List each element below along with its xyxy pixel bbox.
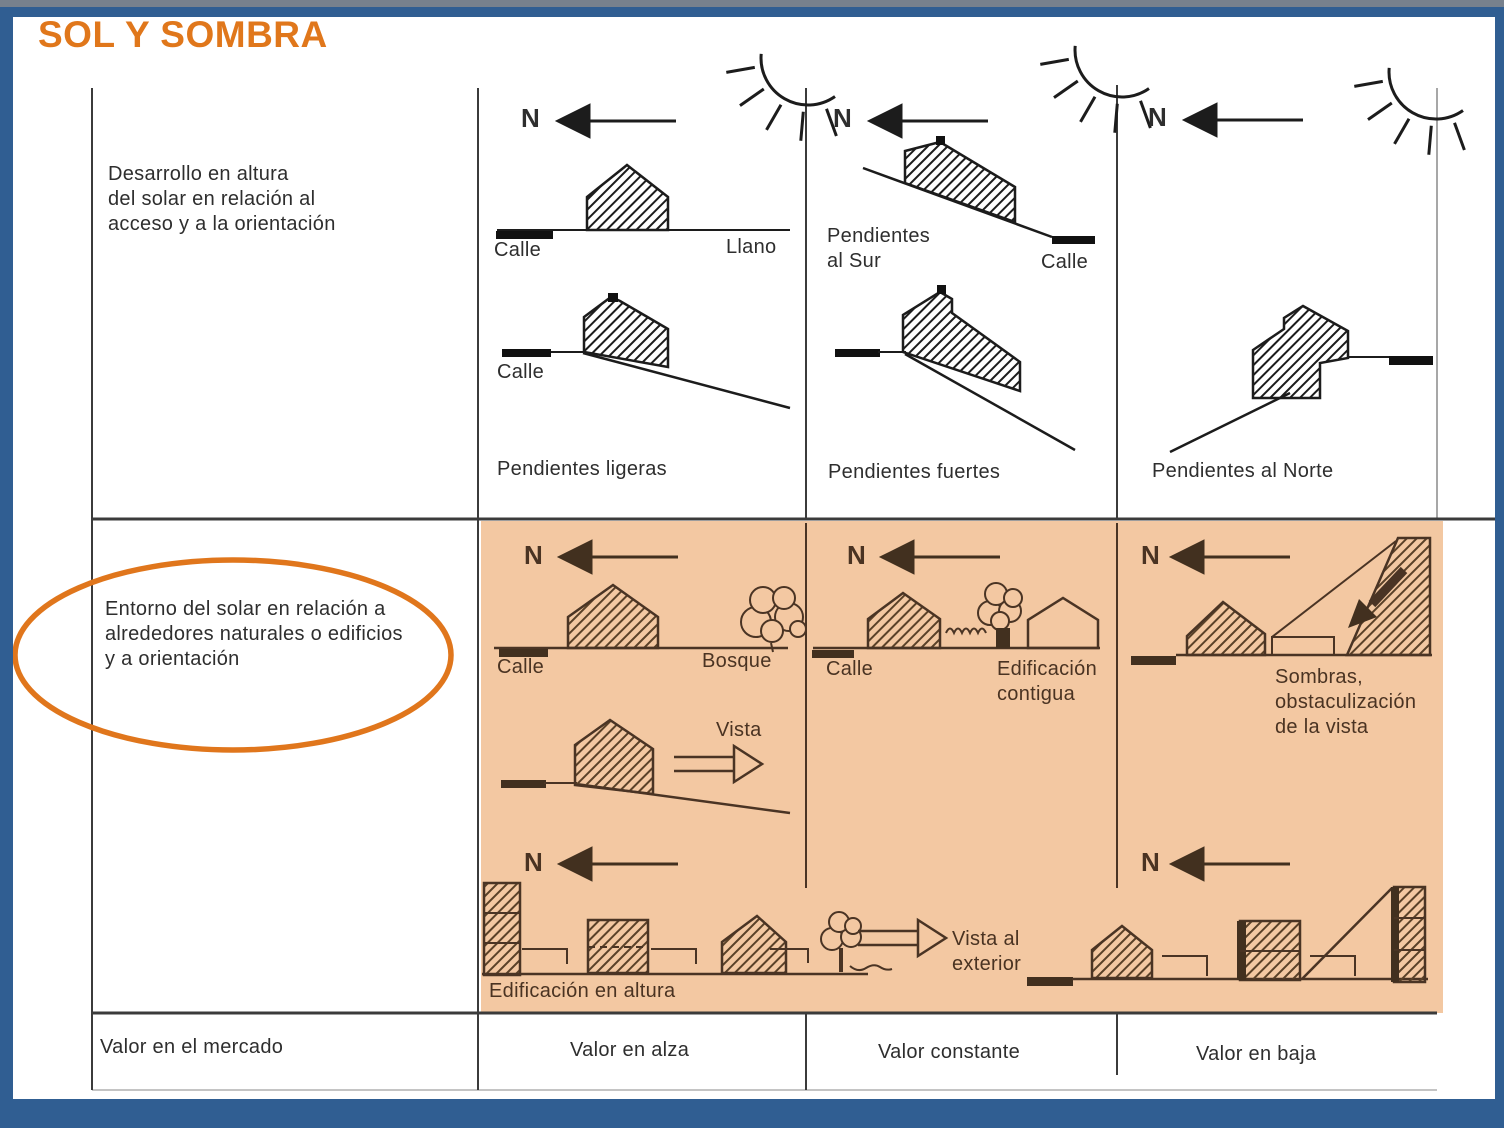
shadow-edge-line [1302, 888, 1392, 979]
chimney [608, 293, 618, 302]
north-arrow-icon [1170, 540, 1290, 574]
street-bar [1052, 236, 1095, 244]
street-bar [1027, 977, 1073, 986]
setback-bracket [1162, 956, 1207, 976]
north-label: N [524, 847, 544, 877]
caption-pendientes-norte: Pendientes al Norte [1152, 460, 1334, 482]
house-shape [587, 165, 668, 230]
house-shape [722, 916, 786, 973]
window-top-strip [0, 0, 1504, 7]
house-shape [575, 720, 653, 794]
row1-artwork [496, 46, 1464, 452]
vista-label: Vista [716, 719, 762, 741]
low-building-outline [1272, 637, 1334, 655]
north-label: N [1148, 102, 1168, 132]
calle-label: Calle [497, 361, 545, 383]
north-arrow-icon [556, 104, 676, 138]
north-label: N [524, 540, 544, 570]
hedge-squiggle [946, 629, 986, 634]
row2-header-line1: Entorno del solar en relación a [105, 598, 386, 620]
street-bar [502, 349, 551, 357]
vista-arrow-icon [674, 746, 762, 782]
calle-label: Calle [497, 656, 545, 678]
north-arrow-icon [1170, 847, 1290, 881]
caption-pendientes-fuertes: Pendientes fuertes [828, 461, 1001, 483]
house-shape [903, 292, 1020, 391]
street-bar [496, 231, 553, 239]
sombras-line3: de la vista [1275, 716, 1369, 738]
street-bar [1389, 356, 1433, 365]
grass-squiggle [850, 965, 892, 970]
vista-exterior-line2: exterior [952, 953, 1022, 975]
edificacion-contigua-line2: contigua [997, 683, 1076, 705]
llano-label: Llano [726, 236, 777, 258]
sombras-line2: obstaculización [1275, 691, 1417, 713]
valor-en-baja-label: Valor en baja [1196, 1043, 1317, 1065]
valor-en-alza-label: Valor en alza [570, 1039, 690, 1061]
pendientes-sur-line2: al Sur [827, 250, 882, 272]
vista-exterior-line1: Vista al [952, 928, 1020, 950]
row3-header: Valor en el mercado [100, 1036, 284, 1058]
north-arrow-icon [880, 540, 1000, 574]
north-label: N [847, 540, 867, 570]
setback-bracket [522, 949, 567, 964]
row2-artwork [482, 538, 1432, 986]
north-label: N [833, 103, 853, 133]
tree-trunk [996, 628, 1010, 648]
sun-icon [726, 54, 836, 141]
edificacion-contigua-line1: Edificación [997, 658, 1098, 680]
building-wall [1391, 887, 1399, 982]
house-shape [905, 142, 1015, 222]
tree-icon [978, 583, 1022, 630]
sun-icon [1354, 68, 1464, 155]
house-shape [568, 585, 658, 648]
street-bar [501, 780, 546, 788]
bosque-label: Bosque [702, 650, 772, 672]
north-label: N [1141, 847, 1161, 877]
sombras-line1: Sombras, [1275, 666, 1363, 688]
setback-bracket [1310, 956, 1355, 976]
calle-label: Calle [494, 239, 542, 261]
tree-icon [821, 912, 861, 950]
chimney [936, 136, 945, 145]
calle-label: Calle [1041, 251, 1089, 273]
vista-arrow-icon [858, 920, 946, 956]
house-shape [868, 593, 940, 648]
north-arrow-icon [1183, 103, 1303, 137]
setback-bracket [651, 949, 696, 964]
row2-header-line2: alrededores naturales o edificios [105, 623, 403, 645]
house-outline-shape [1028, 598, 1098, 648]
row1-header-line3: acceso y a la orientación [108, 213, 336, 235]
north-arrow-icon [558, 540, 678, 574]
slope-line [583, 353, 790, 408]
valor-constante-label: Valor constante [878, 1041, 1020, 1063]
caption-edificacion-altura: Edificación en altura [489, 980, 676, 1002]
north-arrow-icon [868, 104, 988, 138]
page-title: SOL Y SOMBRA [38, 14, 328, 55]
street-bar [1131, 656, 1176, 665]
row1-header-line1: Desarrollo en altura [108, 163, 289, 185]
street-bar [812, 650, 854, 658]
tree-icon [741, 587, 806, 652]
chimney [937, 285, 946, 294]
house-shape [1092, 926, 1152, 978]
street-bar [835, 349, 880, 357]
row2-header-line3: y a orientación [105, 648, 240, 670]
sun-icon [1040, 46, 1150, 133]
house-shape [1187, 602, 1265, 655]
north-arrow-icon [558, 847, 678, 881]
row1-header-line2: del solar en relación al [108, 188, 316, 210]
building-shape [484, 883, 520, 975]
house-shape [1253, 306, 1348, 398]
calle-label: Calle [826, 658, 874, 680]
north-label: N [1141, 540, 1161, 570]
pendientes-sur-line1: Pendientes [827, 225, 931, 247]
tall-mass-shape [1347, 538, 1430, 655]
north-label: N [521, 103, 541, 133]
caption-pendientes-ligeras: Pendientes ligeras [497, 458, 667, 480]
slope-line [1170, 393, 1290, 452]
